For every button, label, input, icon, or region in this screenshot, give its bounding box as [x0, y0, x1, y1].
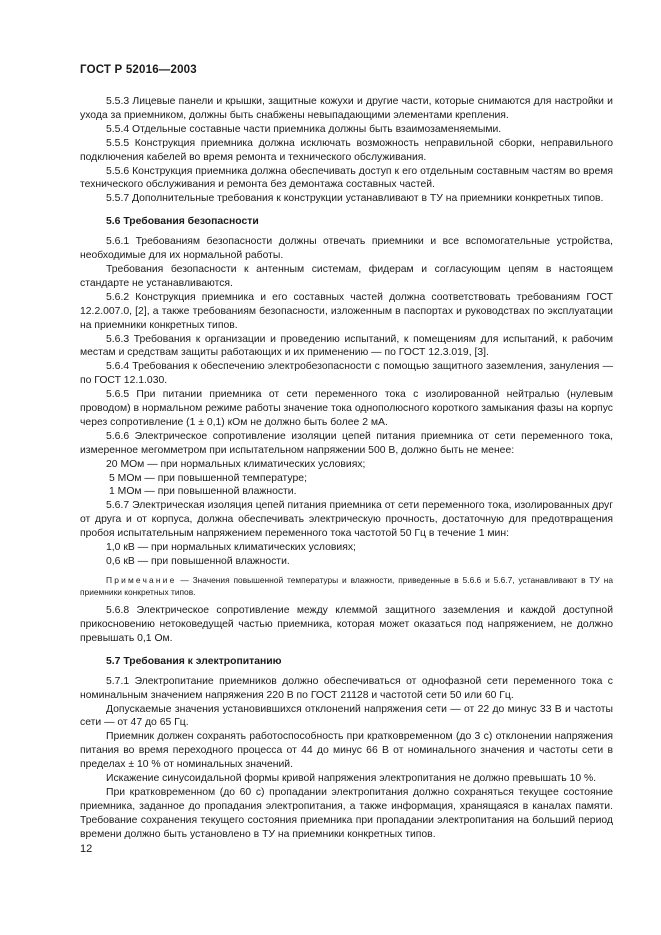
document-body: [80, 95, 613, 842]
section-heading-5-6: 5.6 Требования безопасности: [106, 216, 259, 228]
list-item: 0,6 кВ — при повышенной влажности.: [106, 556, 290, 567]
list-item: 5 МОм — при повышенной температуре;: [109, 472, 307, 484]
paragraph-5-5-5: 5.5.5 Конструкция приемника должна исключать возможность неправильной сборки, неправильного подключения кабелей во время ремонта и технического обслуживания.: [80, 137, 613, 163]
paragraph-5-7-1-b: Допускаемые значения установившихся отклонений напряжения сети — от 22 до минус 33 В и частоты сети — от 47 до 65 Гц.: [80, 703, 613, 729]
paragraph-5-6-1: 5.6.1 Требованиям безопасности должны отвечать приемники и все вспомогательные устройства, необходимые для их нормальной работы.: [80, 236, 613, 262]
paragraph-5-5-3: 5.5.3 Лицевые панели и крышки, защитные кожухи и другие части, которые снимаются для настройки и ухода за приемником, должны быть снабжены невыпадающими элементами крепления.: [80, 96, 613, 121]
note: [80, 575, 613, 598]
paragraph-5-5-4: 5.5.4 Отдельные составные части приемника должны быть взаимозаменяемыми.: [106, 123, 502, 135]
paragraph-5-7-1-e: При кратковременном (до 60 с) пропадании электропитания должно сохраняться текущее состояние приемника, заданное до пропадания электропитания, а также информация, хранящаяся в каналах памяти. Требование сохранения текущего состояния приемника при пропадании электропитания на больший период времени должно быть установлено в ТУ на приемники конкретных типов.: [80, 786, 613, 840]
paragraph-5-6-6: 5.6.6 Электрическое сопротивление изоляции цепей питания приемника от сети переменного тока, измеренное мегомметром при испытательном напряжении 500 В, должно быть не менее:: [80, 430, 613, 456]
list-item: 1,0 кВ — при нормальных климатических условиях;: [106, 542, 356, 554]
paragraph-5-6-8: 5.6.8 Электрическое сопротивление между клеммой защитного заземления и каждой доступной прикосновению нетоковедущей частью приемника, которая может оказаться под напряжением, не должно превышать 0,1 Ом.: [80, 605, 613, 644]
page-number: 12: [80, 843, 93, 855]
paragraph-5-6-1-b: Требования безопасности к антенным системам, фидерам и согласующим цепям в настоящем стандарте не устанавливаются.: [80, 263, 613, 289]
paragraph-5-6-7: 5.6.7 Электрическая изоляция цепей питания приемника от сети переменного тока, изолированных друг от друга и от корпуса, должна обеспечивать электрическую прочность, достаточную для предотвращения пробоя испытательным напряжением переменного тока частотой 50 Гц в течение 1 мин:: [80, 500, 613, 540]
list-item: 1 МОм — при повышенной влажности.: [109, 486, 297, 498]
list-item: 20 МОм — при нормальных климатических условиях;: [106, 458, 366, 470]
paragraph-5-6-3: 5.6.3 Требования к организации и проведению испытаний, к помещениям для испытаний, к рабочим местам и средствам защиты работающих и их применению — по ГОСТ 12.3.019, [3].: [80, 333, 613, 359]
paragraph-5-5-6: 5.5.6 Конструкция приемника должна обеспечивать доступ к его отдельным составным частям во время технического обслуживания и ремонта без демонтажа составных частей.: [80, 165, 613, 191]
paragraph-5-6-2: 5.6.2 Конструкция приемника и его составных частей должна соответствовать требованиям ГОСТ 12.2.007.0, [2], а также требованиям безопасности, изложенным в паспортах и руководствах по эксплуатации на приемники конкретных типов.: [80, 291, 613, 331]
note-text: — Значения повышенной температуры и влажности, приведенные в 5.6.6 и 5.6.7, устанавливают в ТУ на приемники конкретных типов.: [80, 574, 613, 597]
paragraph-5-6-4: 5.6.4 Требования к обеспечению электробезопасности с помощью защитного заземления, зануления — по ГОСТ 12.1.030.: [80, 361, 613, 387]
paragraph-5-7-1-d: Искажение синусоидальной формы кривой напряжения электропитания не должно превышать 10 %.: [106, 773, 597, 785]
paragraph-5-7-1-c: Приемник должен сохранять работоспособность при кратковременном (до 3 с) отклонении напряжения питания во время переходного процесса от 44 до минус 66 В от номинального значения и частоты сети в пределах ± 10 % от номинальных значений.: [80, 731, 613, 771]
paragraph-5-5-7: 5.5.7 Дополнительные требования к конструкции устанавливают в ТУ на приемники конкретных типов.: [106, 193, 604, 205]
standard-header: ГОСТ Р 52016—2003: [80, 64, 197, 76]
paragraph-5-7-1: 5.7.1 Электропитание приемников должно обеспечиваться от однофазной сети переменного тока с номинальным значением напряжения 220 В по ГОСТ 21128 и частотой сети 50 или 60 Гц.: [80, 675, 613, 701]
note-label: Примечание: [106, 574, 177, 585]
section-heading-5-7: 5.7 Требования к электропитанию: [106, 655, 282, 667]
paragraph-5-6-5: 5.6.5 При питании приемника от сети переменного тока с изолированной нейтралью (нулевым проводом) в нормальном режиме работы значение тока однополюсного короткого замыкания фазы на корпус через сопротивление (1 ± 0,1) кОм не должно быть более 2 мА.: [80, 389, 613, 428]
